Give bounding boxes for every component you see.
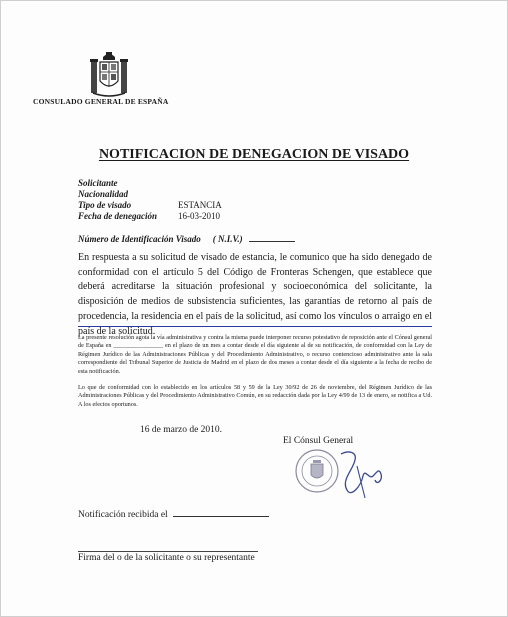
field-label-nationality: Nacionalidad <box>78 189 129 199</box>
issue-date: 16 de marzo de 2010. <box>140 425 223 435</box>
field-value-visa-type: ESTANCIA <box>178 200 222 210</box>
divider-line <box>78 326 432 327</box>
document-title: NOTIFICACION DE DENEGACION DE VISADO <box>98 147 410 162</box>
niv-blank <box>249 233 295 242</box>
niv-label: Número de Identificación Visado <box>78 234 201 244</box>
coat-of-arms-icon <box>89 51 129 99</box>
consul-title: El Cónsul General <box>283 436 354 446</box>
consulate-name: CONSULADO GENERAL DE ESPAÑA <box>33 97 169 106</box>
field-label-visa-type: Tipo de visado <box>78 200 132 210</box>
field-label-applicant: Solicitante <box>78 178 118 188</box>
legal-text-notification: Lo que de conformidad con lo establecido en los artículos 58 y 59 de la Ley 30/92 de 26 de noviembre, del Régimen Jurídico de las Administraciones Públicas y del Procedimiento Administrativo Común, en su redacción dada por la Ley 4/99 de 13 de enero, se notifica a Ud. A los efectos oportunos. <box>78 384 432 408</box>
niv-abbreviation: ( N.I.V.) <box>212 234 243 244</box>
received-date-blank <box>173 507 269 517</box>
received-label: Notificación recibida el <box>78 510 168 520</box>
consul-signature <box>321 446 391 506</box>
notification-received <box>78 507 269 520</box>
signature-label: Firma del o de la solicitante o su representante <box>78 553 255 563</box>
field-label-denial-date: Fecha de denegación <box>78 211 157 221</box>
denial-paragraph: En respuesta a su solicitud de visado de estancia, le comunico que ha sido denegado de conformidad con el artículo 5 del Código de Fronteras Schengen, que establece que deberá acreditarse la situación profesional y socioeconómica del solicitante, la disposición de medios de subsistencia suficientes, las garantías de retorno al país de procedencia, la residencia en el país de la solicitud, así como los vínculos o arraigo en el país de la solicitud. <box>78 252 432 337</box>
legal-text-appeal: La presente resolución agota la vía administrativa y contra la misma puede interponer recurso potestativo de reposición ante el Cónsul general de España en ________________ en el plazo de un mes a contar desde el día siguiente al de su notificación, de conformidad con la Ley de Régimen Jurídico de las Administraciones Públicas y del Procedimiento Administrativo, o recurso contencioso administrativo ante la sala correspondiente del Tribunal Superior de Justicia de Madrid en el plazo de dos meses a contar desde el día siguiente a la fecha de recibo de esta notificación. <box>78 334 432 375</box>
niv-field <box>78 233 295 244</box>
field-value-denial-date: 16-03-2010 <box>178 211 220 221</box>
signature-line <box>78 551 258 552</box>
